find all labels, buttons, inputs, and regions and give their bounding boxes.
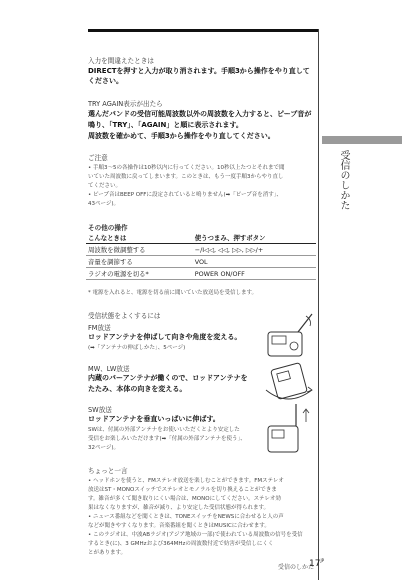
table-row [86,256,316,268]
table-row [86,268,316,280]
page-number [309,558,324,569]
page-number-value: 17 [309,559,321,569]
ops-row1-when: 音量を調節する [86,256,193,268]
sw-line-0: SWは、付属の外部アンテナをお使いいただくとより安定した [88,427,240,433]
heading-tips: ちょっと一言 [88,467,128,475]
fm-note: (➡「アンテナの伸ばしかた」、5ページ) [88,345,186,351]
ops-footnote: * 電源を入れると、電源を切る前に聞いていた放送局を受信します。 [88,290,258,296]
heading-notes: ご注意 [88,154,108,162]
footer-section: 受信のしかた [278,564,315,571]
radio-fm-illustration [262,312,316,360]
note-line-0: • 手順3〜5の各操作は10秒以内に行ってください。10秒以上たつとそれまで聞 [88,165,285,171]
fm-label: FM放送 [88,324,111,332]
ops-header-when: こんなときは [86,232,193,244]
tip-line-0: • ヘッドホンを使うと、FMステレオ放送を楽しむことができます。FMステレオ [88,478,284,484]
tip-line-8: とがあります。 [88,550,127,556]
note-line-4: 43ページ)。 [88,201,120,207]
mw-label: MW、LW放送 [88,365,130,373]
sw-label: SW放送 [88,406,112,414]
page-suffix: JP [320,558,325,563]
b2-line-0: 選んだバンドの受信可能周波数以外の周波数を入力すると、ピープ音が [88,110,312,118]
tip-line-1: 放送はST・MONOスイッチでステレオとモノラルを切り換えることができま [88,487,277,493]
ops-row2-when: ラジオの電源を切る* [86,268,193,280]
heading-reception: 受信状態をよくするには [88,312,161,320]
section-tab-label: 受信のしかた [338,150,349,210]
note-line-2: てください。 [88,183,122,189]
tip-line-7: するとき(に)、3 GMHzおよび364MHzの周波数付近で妨害が受信しにくく [88,541,274,547]
sw-line-2: 32ページ)。 [88,445,120,451]
ops-row0-when: 周波数を微調整する [86,244,193,256]
tip-line-2: す。雑音が多くて聞き取りにくい場合は、MONOにしてください。ステレオ効 [88,496,281,502]
ops-row2-control: POWER ON/OFF [193,268,316,280]
table-row [86,244,316,256]
top-rule [88,29,319,32]
heading-try-again: TRY AGAIN表示が出たら [88,100,163,108]
note-line-3: • ピープ音はBEEP OFFに設定されていると鳴りません(➡「ピープ音を消す」、 [88,192,282,198]
tip-line-6: • このラジオは、中波ABラジオ(アジア地域の一部)で使われている周波数の信号を受信 [88,532,303,538]
mw-line-0: 内蔵のバーアンテナが働くので、ロッドアンテナを [88,374,248,382]
radio-mw-illustration [262,360,316,404]
radio-sw-illustration [262,404,316,456]
sw-instruction: ロッドアンテナを垂直いっぱいに伸ばす。 [88,415,220,423]
note-line-1: いていた周波数に戻ってしまいます。このときは、もう一度手順3からやり直し [88,174,284,180]
sw-line-1: 受信をお楽しみいただけます(➡「付属の外部アンテナを使う」、 [88,436,246,442]
b1-line-1: ください。 [88,77,123,85]
mw-line-1: たたみ、本体の向きを変える。 [88,385,187,393]
b2-line-1: 鳴り、「TRY」、「AGAIN」と順に表示されます。 [88,121,243,129]
tip-line-4: • ニュース番組などを聞くときは、TONEスイッチをNEWSに合わせると人の声 [88,514,284,520]
table-header-row [86,232,316,244]
tip-line-5: などが聞きやすくなります。音楽番組を聞くときはMUSICに合わせます。 [88,523,270,529]
b1-line-0: DIRECTを押すと入力が取り消されます。手順3から操作をやり直して [88,67,310,75]
b2-line-2: 周波数を確かめて、手順3から操作をやり直してください。 [88,132,275,140]
section-marker-bar [322,136,402,144]
ops-row0-control: −/I◁◁, ◁◁, ▷▷, ▷▷/+ [193,244,316,256]
heading-input-error: 入力を間違えたときは [88,57,154,65]
ops-table [86,232,316,280]
heading-other-ops: その他の操作 [88,224,128,232]
ops-row1-control: VOL [193,256,316,268]
section-tab [338,150,352,210]
right-rule [318,29,319,580]
fm-instruction: ロッドアンテナを伸ばして向きや角度を変える。 [88,333,242,341]
ops-header-control: 使うつまみ、押すボタン [193,232,316,244]
tip-line-3: 果はなくなりますが、雑音が減り、より安定した受信状態が得られます。 [88,505,270,511]
